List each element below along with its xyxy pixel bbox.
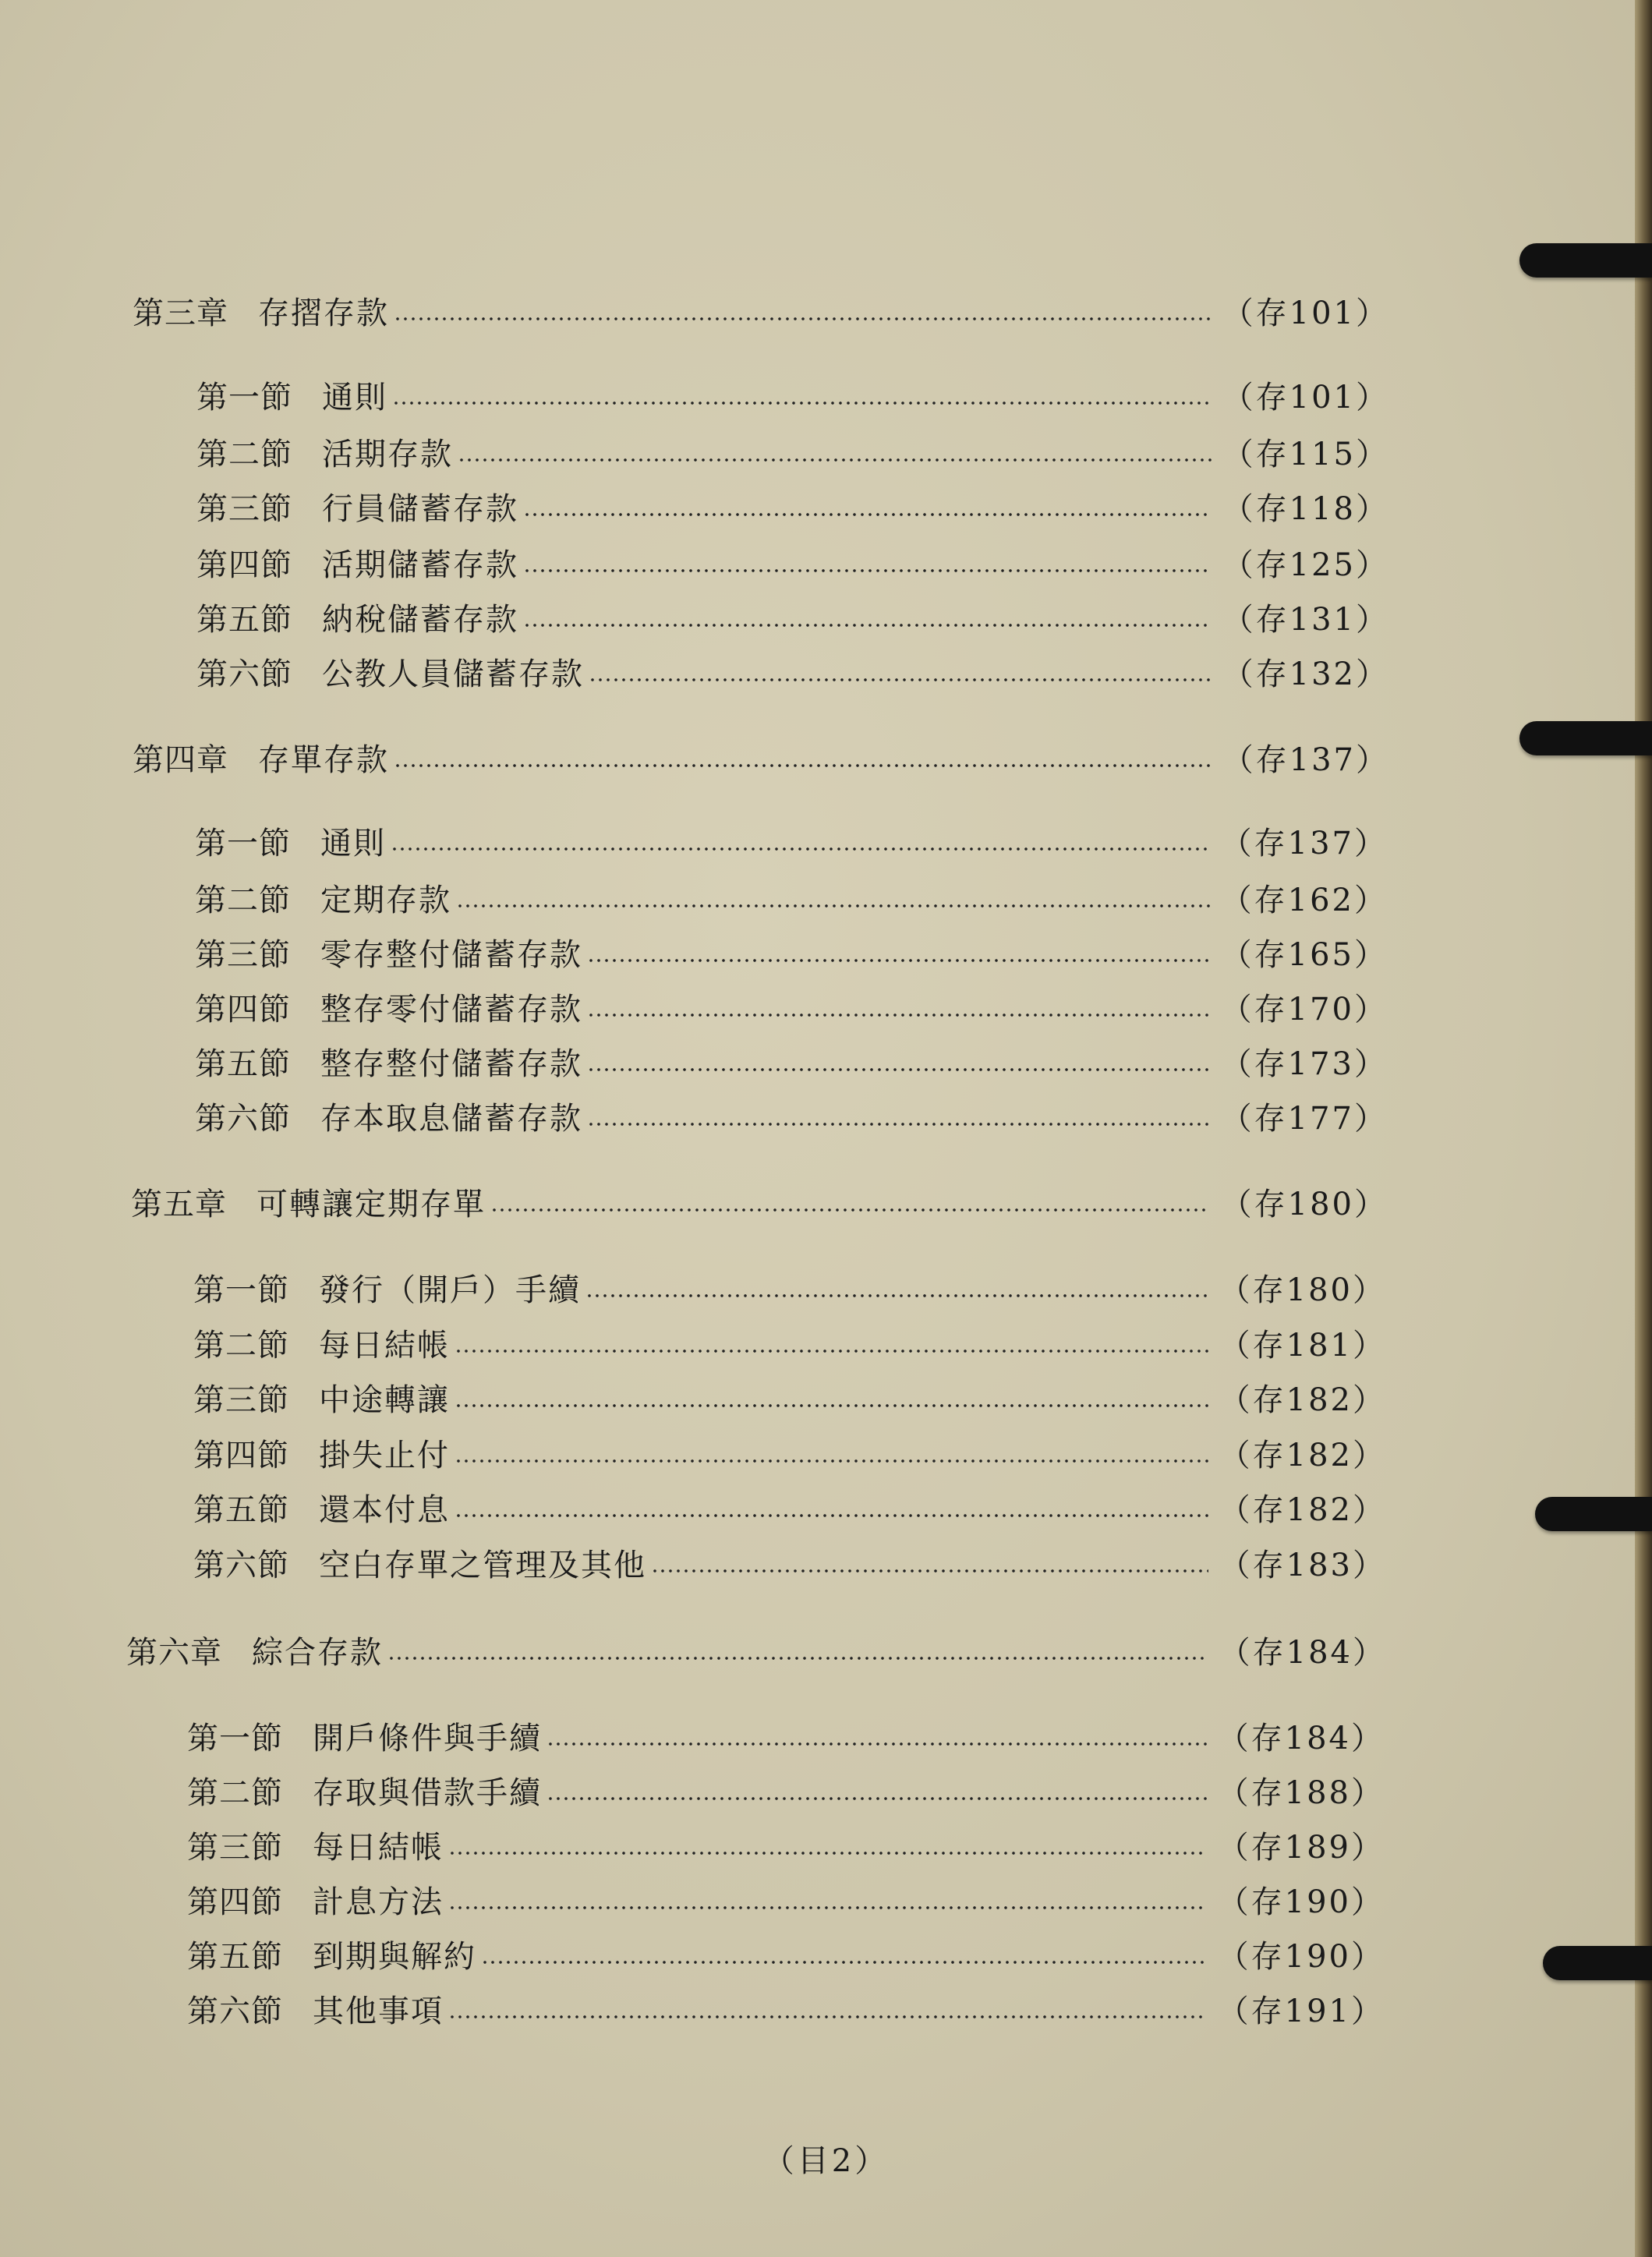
entry-number: 第四節 bbox=[193, 1438, 289, 1473]
entry-number: 第五節 bbox=[195, 1046, 291, 1082]
entry-page: （存137） bbox=[1222, 742, 1389, 778]
toc-entry-section[interactable] bbox=[195, 932, 1388, 978]
entry-title: 定期存款 bbox=[320, 883, 451, 918]
toc-entry-section[interactable] bbox=[196, 651, 1389, 698]
dot-leader bbox=[651, 1569, 1208, 1572]
toc-entry-section[interactable] bbox=[195, 986, 1388, 1033]
dot-leader bbox=[587, 1123, 1210, 1126]
entry-title: 中途轉讓 bbox=[319, 1382, 450, 1418]
entry-number: 第三章 bbox=[133, 295, 228, 331]
entry-page: （存173） bbox=[1220, 1046, 1388, 1082]
toc-entry-section[interactable] bbox=[196, 431, 1389, 478]
entry-title: 發行（開戶）手續 bbox=[319, 1272, 581, 1308]
toc-entry-section[interactable] bbox=[196, 596, 1389, 643]
dot-leader bbox=[394, 317, 1212, 320]
dot-leader bbox=[589, 678, 1212, 681]
entry-page: （存182） bbox=[1219, 1492, 1386, 1528]
toc-entry-chapter[interactable] bbox=[131, 1181, 1388, 1228]
entry-title: 整存整付儲蓄存款 bbox=[320, 1046, 582, 1082]
entry-title: 存摺存款 bbox=[258, 295, 389, 331]
entry-number: 第三節 bbox=[193, 1382, 289, 1418]
dot-leader bbox=[523, 569, 1212, 572]
entry-title: 公教人員儲蓄存款 bbox=[322, 656, 584, 692]
entry-title: 每日結帳 bbox=[319, 1328, 450, 1364]
dot-leader bbox=[448, 1906, 1207, 1909]
entry-title: 每日結帳 bbox=[313, 1830, 444, 1866]
entry-page: （存184） bbox=[1219, 1635, 1386, 1671]
dot-leader bbox=[587, 1068, 1210, 1071]
dot-leader bbox=[587, 959, 1210, 962]
entry-page: （存131） bbox=[1222, 602, 1389, 638]
toc-entry-section[interactable] bbox=[187, 1879, 1385, 1926]
entry-number: 第一節 bbox=[193, 1272, 289, 1308]
entry-page: （存180） bbox=[1219, 1272, 1386, 1308]
entry-title: 活期存款 bbox=[322, 437, 453, 472]
entry-page: （存184） bbox=[1217, 1721, 1385, 1756]
entry-number: 第四節 bbox=[196, 547, 292, 583]
entry-number: 第六節 bbox=[187, 1993, 283, 2029]
entry-page: （存182） bbox=[1219, 1382, 1386, 1418]
toc-entry-section[interactable] bbox=[193, 1542, 1386, 1589]
entry-page: （存183） bbox=[1219, 1548, 1386, 1583]
entry-page: （存191） bbox=[1217, 1993, 1385, 2029]
entry-title: 存本取息儲蓄存款 bbox=[320, 1101, 582, 1137]
entry-page: （存101） bbox=[1222, 295, 1389, 331]
dot-leader bbox=[448, 1852, 1207, 1855]
entry-page: （存177） bbox=[1220, 1101, 1388, 1137]
dot-leader bbox=[523, 513, 1212, 516]
entry-title: 可轉讓定期存單 bbox=[256, 1187, 486, 1222]
entry-title: 零存整付儲蓄存款 bbox=[320, 937, 582, 973]
entry-number: 第二節 bbox=[195, 883, 291, 918]
dot-leader bbox=[458, 458, 1212, 462]
toc-entry-section[interactable] bbox=[195, 1041, 1388, 1088]
entry-title: 整存零付儲蓄存款 bbox=[320, 992, 582, 1028]
entry-page: （存190） bbox=[1217, 1939, 1385, 1975]
entry-number: 第六節 bbox=[196, 656, 292, 692]
dot-leader bbox=[455, 1350, 1208, 1353]
dot-leader bbox=[481, 1961, 1207, 1964]
toc-entry-section[interactable] bbox=[195, 877, 1388, 924]
toc-entry-section[interactable] bbox=[187, 1824, 1385, 1871]
entry-number: 第三節 bbox=[195, 937, 291, 973]
toc-entry-section[interactable] bbox=[195, 1095, 1388, 1142]
toc-entry-chapter[interactable] bbox=[133, 290, 1389, 337]
entry-number: 第五節 bbox=[196, 602, 292, 638]
entry-title: 到期與解約 bbox=[313, 1939, 476, 1975]
entry-number: 第五章 bbox=[131, 1187, 227, 1222]
toc-entry-section[interactable] bbox=[196, 374, 1389, 421]
toc-entry-section[interactable] bbox=[187, 1770, 1385, 1817]
dot-leader bbox=[387, 1657, 1208, 1660]
entry-number: 第二節 bbox=[187, 1775, 283, 1811]
entry-page: （存162） bbox=[1220, 883, 1388, 918]
toc-entry-section[interactable] bbox=[193, 1432, 1386, 1479]
toc-entry-section[interactable] bbox=[187, 1715, 1385, 1762]
entry-title: 其他事項 bbox=[313, 1993, 444, 2029]
entry-number: 第六章 bbox=[126, 1635, 222, 1671]
entry-page: （存101） bbox=[1222, 380, 1389, 416]
entry-number: 第五節 bbox=[193, 1492, 289, 1528]
dot-leader bbox=[523, 624, 1212, 627]
entry-number: 第五節 bbox=[187, 1939, 283, 1975]
toc-entry-section[interactable] bbox=[196, 486, 1389, 532]
entry-number: 第六節 bbox=[195, 1101, 291, 1137]
toc-entry-section[interactable] bbox=[193, 1487, 1386, 1534]
dot-leader bbox=[585, 1294, 1208, 1297]
entry-page: （存118） bbox=[1222, 491, 1389, 527]
entry-number: 第一節 bbox=[196, 380, 292, 416]
entry-page: （存181） bbox=[1219, 1328, 1386, 1364]
dot-leader bbox=[448, 2015, 1207, 2018]
entry-number: 第三節 bbox=[196, 491, 292, 527]
entry-page: （存165） bbox=[1220, 937, 1388, 973]
entry-title: 活期儲蓄存款 bbox=[322, 547, 518, 583]
dot-leader bbox=[547, 1797, 1207, 1800]
dot-leader bbox=[392, 402, 1212, 405]
entry-page: （存189） bbox=[1217, 1830, 1385, 1866]
dot-leader bbox=[455, 1404, 1208, 1407]
dot-leader bbox=[391, 847, 1210, 851]
page-number: （目2） bbox=[762, 2143, 890, 2179]
dot-leader bbox=[455, 1459, 1208, 1463]
toc-entry-section[interactable] bbox=[196, 542, 1389, 589]
entry-number: 第四節 bbox=[187, 1884, 283, 1920]
toc-entry-section[interactable] bbox=[187, 1933, 1385, 1980]
dot-leader bbox=[456, 904, 1210, 907]
entry-page: （存132） bbox=[1222, 656, 1389, 692]
entry-number: 第一節 bbox=[187, 1721, 283, 1756]
entry-number: 第六節 bbox=[193, 1548, 289, 1583]
toc-entry-chapter[interactable] bbox=[133, 737, 1389, 784]
entry-title: 空白存單之管理及其他 bbox=[319, 1548, 646, 1583]
entry-title: 計息方法 bbox=[313, 1884, 444, 1920]
entry-title: 開戶條件與手續 bbox=[313, 1721, 542, 1756]
entry-number: 第三節 bbox=[187, 1830, 283, 1866]
entry-title: 存單存款 bbox=[258, 742, 389, 778]
entry-title: 還本付息 bbox=[319, 1492, 450, 1528]
entry-number: 第四章 bbox=[133, 742, 228, 778]
entry-number: 第四節 bbox=[195, 992, 291, 1028]
entry-number: 第二節 bbox=[193, 1328, 289, 1364]
dot-leader bbox=[394, 764, 1212, 767]
entry-page: （存188） bbox=[1217, 1775, 1385, 1811]
entry-number: 第二節 bbox=[196, 437, 292, 472]
entry-title: 存取與借款手續 bbox=[313, 1775, 542, 1811]
entry-title: 納稅儲蓄存款 bbox=[322, 602, 518, 638]
entry-page: （存182） bbox=[1219, 1438, 1386, 1473]
toc-entry-section[interactable] bbox=[195, 820, 1388, 867]
entry-title: 掛失止付 bbox=[319, 1438, 450, 1473]
entry-title: 通則 bbox=[320, 826, 386, 861]
entry-number: 第一節 bbox=[195, 826, 291, 861]
dot-leader bbox=[547, 1742, 1207, 1746]
entry-title: 行員儲蓄存款 bbox=[322, 491, 518, 527]
toc-entry-section[interactable] bbox=[193, 1377, 1386, 1424]
toc-entry-section[interactable] bbox=[193, 1267, 1386, 1314]
toc-entry-section[interactable] bbox=[187, 1988, 1385, 2035]
entry-page: （存115） bbox=[1222, 437, 1389, 472]
toc-entry-section[interactable] bbox=[193, 1322, 1386, 1369]
entry-title: 通則 bbox=[322, 380, 387, 416]
dot-leader bbox=[490, 1208, 1210, 1212]
entry-title: 綜合存款 bbox=[252, 1635, 383, 1671]
entry-page: （存190） bbox=[1217, 1884, 1385, 1920]
toc-entry-chapter[interactable] bbox=[126, 1629, 1386, 1676]
entry-page: （存137） bbox=[1220, 826, 1388, 861]
dot-leader bbox=[455, 1514, 1208, 1517]
entry-page: （存125） bbox=[1222, 547, 1389, 583]
entry-page: （存170） bbox=[1220, 992, 1388, 1028]
entry-page: （存180） bbox=[1220, 1187, 1388, 1222]
dot-leader bbox=[587, 1014, 1210, 1017]
